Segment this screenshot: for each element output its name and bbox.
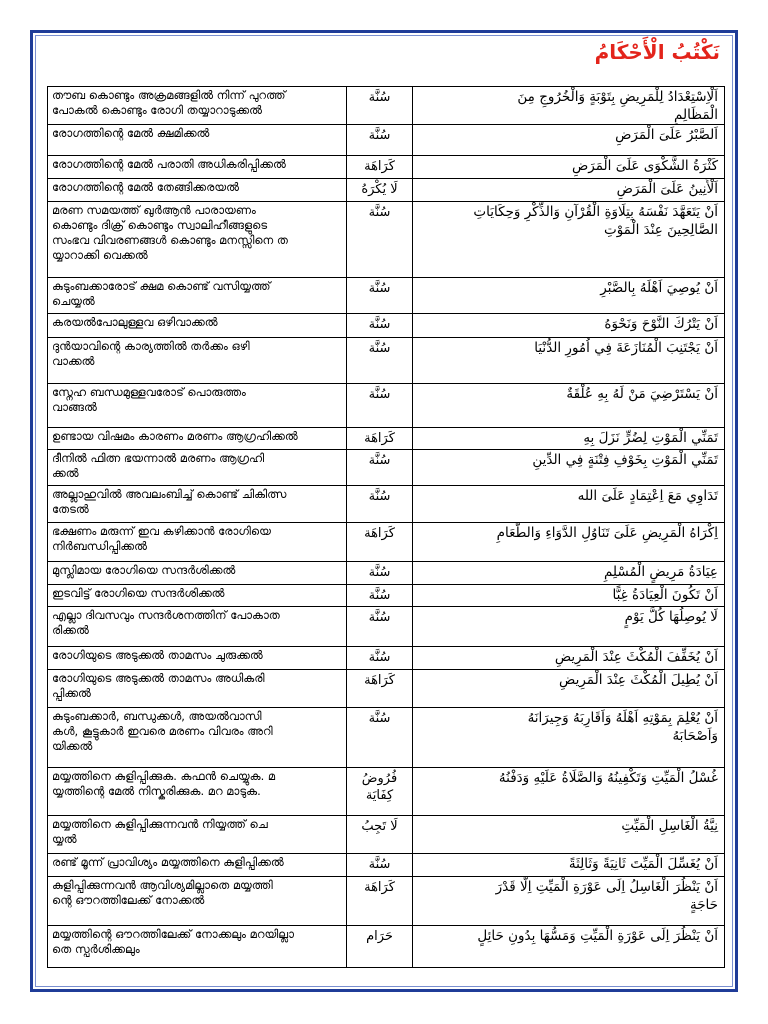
description-line: കൾ, കൂട്ടുകാർ ഇവരെ മരണം വിവരം അറി	[52, 724, 273, 738]
ruling-content	[347, 338, 412, 383]
ruling-content	[347, 202, 412, 277]
arabic-text-content	[413, 450, 724, 485]
description-line: രിക്കൽ	[52, 623, 89, 637]
description-cell	[48, 486, 347, 523]
ruling-cell	[347, 278, 413, 314]
description-cell	[48, 585, 347, 607]
ruling-line: كَرَاهَة	[364, 673, 395, 688]
arabic-text-content	[413, 708, 724, 767]
description-content	[48, 428, 346, 449]
description-line: മയ്യത്തിനെ കുളിപ്പിക്കുന്നവൻ നിയ്യത്ത് ചെ	[52, 817, 268, 831]
description-content	[48, 768, 346, 815]
arabic-text-content	[413, 486, 724, 522]
ruling-cell	[347, 523, 413, 562]
description-cell	[48, 87, 347, 125]
arabic-text-cell	[413, 670, 725, 708]
arabic-text-cell	[413, 562, 725, 585]
arabic-text-line: الصَّالِحِينَ عِنْدَ الْمَوْتِ	[603, 222, 718, 238]
ruling-cell	[347, 384, 413, 428]
description-cell	[48, 125, 347, 156]
table-row	[48, 450, 725, 486]
description-line: സംഭവ വിവരണങ്ങൾ കൊണ്ടും മനസ്സിനെ ത	[52, 233, 288, 247]
ruling-line: لَا يُكْرَهُ	[361, 182, 398, 197]
description-line: നിർബന്ധിപ്പിക്കൽ	[52, 539, 147, 553]
table-row	[48, 607, 725, 647]
description-cell	[48, 179, 347, 202]
table-row	[48, 768, 725, 816]
description-cell	[48, 278, 347, 314]
ruling-cell	[347, 179, 413, 202]
description-line: ചെയ്യൽ	[52, 294, 95, 308]
ruling-content	[347, 647, 412, 669]
ruling-line: سُنَّة	[368, 281, 391, 296]
ruling-line: سُنَّة	[368, 489, 391, 504]
ruling-content	[347, 523, 412, 561]
arabic-text-content	[413, 202, 724, 277]
ruling-line: سُنَّة	[368, 565, 391, 580]
ruling-line: سُنَّة	[368, 90, 391, 105]
ruling-line: كَرَاهَة	[364, 526, 395, 541]
arabic-text-cell	[413, 179, 725, 202]
description-line: അല്ലാഹുവിൽ അവലംബിച്ച് കൊണ്ട് ചികിത്സ	[52, 487, 287, 501]
arabic-text-content	[413, 562, 724, 584]
ruling-line: سُنَّة	[368, 588, 391, 603]
description-cell	[48, 607, 347, 647]
description-line: ഭക്ഷണം മരുന്ന് ഇവ കഴിക്കാൻ രോഗിയെ	[52, 524, 271, 538]
description-content	[48, 486, 346, 522]
ruling-cell	[347, 338, 413, 384]
table-row	[48, 877, 725, 926]
description-cell	[48, 314, 347, 338]
description-line: ദുൻയാവിന്റെ കാര്യത്തിൽ തർക്കം ഒഴി	[52, 339, 250, 353]
arabic-text-content	[413, 156, 724, 178]
arabic-text-cell	[413, 585, 725, 607]
page-title: نَكْتُبُ الْأَحْكَامُ	[594, 40, 720, 64]
description-line: യ്യത്തിന്റെ മേൽ നിസ്കരിക്കുക. മറ മാടുക.	[52, 784, 261, 798]
arabic-text-cell	[413, 338, 725, 384]
description-line: കരയൽപോലുള്ളവ ഒഴിവാക്കൽ	[52, 315, 218, 329]
description-line: ക്കൽ	[52, 466, 79, 480]
arabic-text-cell	[413, 816, 725, 854]
table-row	[48, 670, 725, 708]
arabic-text-line: اَلْاِسْتِعْدَادُ لِلْمَرِيضِ بِتَوْبَةٍ وَالْخُرُوجِ مِنَ	[517, 89, 718, 105]
ruling-content	[347, 816, 412, 853]
ruling-content	[347, 926, 412, 967]
arabic-text-line: حَاجَةٍ	[689, 897, 718, 913]
description-line: മയ്യത്തിനെ കുളിപ്പിക്കുക. കഫൻ ചെയ്യുക. മ	[52, 769, 276, 783]
ruling-line: سُنَّة	[368, 610, 391, 625]
arabic-text-line: تَدَاوِي مَعَ اِعْتِمَادٍ عَلَىَ الله	[577, 488, 718, 504]
table-row	[48, 708, 725, 768]
ruling-content	[347, 179, 412, 201]
ruling-line: سُنَّة	[368, 317, 391, 332]
description-line: കുളിപ്പിക്കുന്നവൻ ആവിശ്യമില്ലാതെ മയ്യത്തി	[52, 878, 273, 892]
arabic-text-line: اَنْ يَتَعَهَّدَ نَفْسَهُ بِتِلَاوَةِ الْقُرْآنِ وَالذِّكْرِ وَحِكَايَاتِ	[473, 204, 718, 220]
ruling-cell	[347, 87, 413, 125]
description-content	[48, 670, 346, 707]
description-cell	[48, 854, 347, 877]
arabic-text-line: تَمَنِّي الْمَوْتِ بِخَوْفِ فِتْنَةٍ فِي الدِّينِ	[532, 452, 718, 468]
description-cell	[48, 202, 347, 278]
arabic-text-content	[413, 87, 724, 124]
description-line: രോഗത്തിന്റെ മേൽ തേങ്ങിക്കരയൽ	[52, 180, 239, 194]
arabic-text-line: اَنْ يَجْتَنِبَ الْمُنَازَعَةَ فِي اُمُورِ الدُّنْيَا	[534, 340, 718, 356]
arabic-text-line: الْمَظَالِمِ	[674, 107, 718, 123]
description-cell	[48, 428, 347, 450]
arabic-text-line: اَنْ يُطِيلَ الْمُكْثَ عِنْدَ الْمَرِيضِ	[559, 672, 718, 688]
description-cell	[48, 562, 347, 585]
description-content	[48, 278, 346, 313]
ruling-content	[347, 125, 412, 155]
ruling-cell	[347, 585, 413, 607]
description-content	[48, 523, 346, 561]
description-cell	[48, 768, 347, 816]
arabic-text-cell	[413, 708, 725, 768]
arabic-text-cell	[413, 156, 725, 179]
ruling-content	[347, 314, 412, 337]
description-content	[48, 338, 346, 383]
ruling-cell	[347, 156, 413, 179]
description-line: മരണ സമയത്ത് ഖുർആൻ പാരായണം	[52, 203, 256, 217]
description-content	[48, 585, 346, 606]
arabic-text-line: وَاَصْحَابَهُ	[672, 728, 718, 744]
arabic-text-line: اَنْ تَكُونَ الْعِيَادَةُ غِبًّا	[612, 587, 718, 603]
description-line: യിക്കൽ	[52, 739, 93, 753]
table-row	[48, 562, 725, 585]
table-row	[48, 314, 725, 338]
description-line: തെ സ്പർശിക്കലും	[52, 942, 140, 956]
description-line: സ്നേഹ ബന്ധമുള്ളവരോട് പൊരുത്തം	[52, 385, 246, 399]
description-line: തേടൽ	[52, 502, 89, 516]
arabic-text-line: عِيَادَةُ مَرِيضٍ الْمُسْلِمِ	[603, 564, 718, 580]
arabic-text-content	[413, 384, 724, 427]
arabic-text-cell	[413, 854, 725, 877]
description-line: വാങ്ങൽ	[52, 400, 97, 414]
arabic-text-cell	[413, 428, 725, 450]
description-line: രോഗത്തിന്റെ മേൽ പരാതി അധികരിപ്പിക്കൽ	[52, 157, 286, 171]
description-line: രോഗിയുടെ അടുക്കൽ താമസം അധികരി	[52, 671, 265, 685]
rules-table	[47, 86, 725, 968]
ruling-cell	[347, 926, 413, 968]
arabic-text-content	[413, 585, 724, 606]
description-cell	[48, 450, 347, 486]
ruling-cell	[347, 202, 413, 278]
ruling-cell	[347, 708, 413, 768]
arabic-text-content	[413, 428, 724, 449]
arabic-text-content	[413, 854, 724, 876]
ruling-cell	[347, 877, 413, 926]
description-line: രോഗത്തിന്റെ മേൽ ക്ഷമിക്കൽ	[52, 126, 210, 140]
arabic-text-cell	[413, 278, 725, 314]
description-line: മയ്യത്തിന്റെ ഔറത്തിലേക്ക് നോക്കലും മറയില്ലാ	[52, 927, 294, 941]
arabic-text-cell	[413, 87, 725, 125]
table-row	[48, 202, 725, 278]
description-cell	[48, 338, 347, 384]
description-content	[48, 816, 346, 853]
arabic-text-content	[413, 607, 724, 646]
description-cell	[48, 816, 347, 854]
ruling-line: كَرَاهَة	[364, 431, 395, 446]
table-row	[48, 486, 725, 523]
arabic-text-cell	[413, 125, 725, 156]
arabic-text-content	[413, 926, 724, 967]
arabic-text-cell	[413, 384, 725, 428]
ruling-content	[347, 562, 412, 584]
description-cell	[48, 877, 347, 926]
ruling-content	[347, 486, 412, 522]
description-content	[48, 708, 346, 767]
table-row	[48, 523, 725, 562]
arabic-text-content	[413, 877, 724, 925]
description-content	[48, 647, 346, 669]
arabic-text-line: نِيَّةُ الْغَاسِلِ الْمَيِّتِ	[621, 818, 718, 834]
arabic-text-line: غُسْلُ الْمَيِّتِ وَتَكْفِينُهُ وَالصَّلَاةُ عَلَيْهِ وَدَفْنُهُ	[498, 770, 718, 786]
arabic-text-cell	[413, 768, 725, 816]
ruling-cell	[347, 314, 413, 338]
ruling-cell	[347, 647, 413, 670]
arabic-text-content	[413, 768, 724, 815]
description-line: രോഗിയുടെ അടുക്കൽ താമസം ചുരുക്കൽ	[52, 648, 263, 662]
description-line: വാക്കൽ	[52, 354, 95, 368]
table-row	[48, 384, 725, 428]
description-content	[48, 854, 346, 876]
ruling-cell	[347, 816, 413, 854]
ruling-content	[347, 585, 412, 606]
ruling-content	[347, 428, 412, 449]
ruling-line: سُنَّة	[368, 711, 391, 726]
arabic-text-content	[413, 816, 724, 853]
ruling-line: كَرَاهَة	[364, 159, 395, 174]
rules-table-body	[48, 87, 725, 968]
ruling-cell	[347, 854, 413, 877]
table-row	[48, 854, 725, 877]
arabic-text-line: لَا يُوصِلُهَا كُلَّ يَوْمٍ	[624, 609, 718, 625]
arabic-text-line: اَنْ يَنْظُرَ الْغَاسِلُ اِلَى عَوْرَةِ الْمَيِّتِ اِلَّا قَدْرَ	[495, 879, 718, 895]
arabic-text-line: اَنْ يَتْرُكَ النَّوْحَ وَنَحْوَهُ	[604, 316, 718, 332]
arabic-text-cell	[413, 877, 725, 926]
arabic-text-line: اَلصَّبْرُ عَلَىَ الْمَرَضِ	[615, 127, 718, 143]
arabic-text-line: اَنْ يُوصِيَ اَهْلَهُ بِالصَّبْرِ	[600, 280, 718, 296]
description-content	[48, 607, 346, 646]
ruling-line: حَرَام	[366, 929, 393, 944]
table-row	[48, 125, 725, 156]
description-line: ഇടവിട്ട് രോഗിയെ സന്ദർശിക്കൽ	[52, 586, 225, 600]
ruling-content	[347, 768, 412, 815]
table-row	[48, 87, 725, 125]
arabic-text-line: اَنْ يَسْتَرْضِيَ مَنْ لَهُ بِهِ عُلْقَةٌ	[566, 386, 718, 402]
arabic-text-line: اِكْرَاهُ الْمَرِيضِ عَلَىَ تَنَاوُلِ الدَّوَاءِ وَالطَّعَامِ	[496, 525, 718, 541]
arabic-text-cell	[413, 926, 725, 968]
table-row	[48, 816, 725, 854]
description-line: ദീനിൽ ഫിത്ന ഭയന്നാൽ മരണം ആഗ്രഹി	[52, 451, 265, 465]
ruling-cell	[347, 607, 413, 647]
ruling-line: سُنَّة	[368, 128, 391, 143]
ruling-content	[347, 607, 412, 646]
description-line: യ്യൽ	[52, 832, 77, 846]
ruling-content	[347, 156, 412, 178]
ruling-line: كِفَايَة	[365, 788, 394, 803]
description-line: യ്യാറാക്കി വെക്കൽ	[52, 248, 148, 262]
arabic-text-content	[413, 125, 724, 155]
ruling-line: فُرُوضُ	[361, 771, 398, 786]
arabic-text-content	[413, 278, 724, 313]
description-content	[48, 450, 346, 485]
table-row	[48, 278, 725, 314]
ruling-cell	[347, 125, 413, 156]
table-row	[48, 926, 725, 968]
arabic-text-cell	[413, 523, 725, 562]
arabic-text-cell	[413, 486, 725, 523]
arabic-text-line: كَثْرَةُ الشَّكْوَى عَلَىَ الْمَرَضِ	[571, 158, 718, 174]
table-row	[48, 647, 725, 670]
description-line: പ്പിക്കൽ	[52, 686, 91, 700]
description-line: കുടുംബക്കാരോട് ക്ഷമ കൊണ്ട് വസിയ്യത്ത്	[52, 279, 271, 293]
ruling-content	[347, 450, 412, 485]
ruling-content	[347, 854, 412, 876]
table-row	[48, 338, 725, 384]
description-cell	[48, 384, 347, 428]
table-row	[48, 585, 725, 607]
description-line: ന്റെ ഔറത്തിലേക്ക് നോക്കൽ	[52, 893, 205, 907]
description-content	[48, 179, 346, 201]
arabic-text-content	[413, 314, 724, 337]
arabic-text-line: اَنْ يَنْظُرَ اِلَى عَوْرَةِ الْمَيِّتِ وَمَسُّهَا بِدُونِ حَائِلٍ	[477, 928, 718, 944]
arabic-text-cell	[413, 607, 725, 647]
description-cell	[48, 647, 347, 670]
description-cell	[48, 708, 347, 768]
description-content	[48, 314, 346, 337]
ruling-line: سُنَّة	[368, 387, 391, 402]
description-line: പോകൽ കൊണ്ടും രോഗി തയ്യാറാടുക്കൽ	[52, 103, 262, 117]
ruling-content	[347, 670, 412, 707]
ruling-cell	[347, 486, 413, 523]
description-content	[48, 926, 346, 967]
description-cell	[48, 523, 347, 562]
arabic-text-content	[413, 670, 724, 707]
description-content	[48, 125, 346, 155]
arabic-text-cell	[413, 647, 725, 670]
description-content	[48, 156, 346, 178]
ruling-content	[347, 278, 412, 313]
arabic-text-cell	[413, 314, 725, 338]
description-cell	[48, 156, 347, 179]
description-line: തൗബ കൊണ്ടും അക്രമങ്ങളിൽ നിന്ന് പുറത്ത്	[52, 88, 286, 102]
description-cell	[48, 926, 347, 968]
table-row	[48, 156, 725, 179]
arabic-text-content	[413, 647, 724, 669]
arabic-text-content	[413, 338, 724, 383]
arabic-text-line: اَلْأَنِينُ عَلَىَ الْمَرَضِ	[616, 181, 718, 197]
description-content	[48, 87, 346, 124]
description-line: ഉണ്ടായ വിഷമം കാരണം മരണം ആഗ്രഹിക്കൽ	[52, 429, 298, 443]
table-row	[48, 179, 725, 202]
description-line: കൊണ്ടും ദിക്ര് കൊണ്ടും സ്വാലിഹീങ്ങളുടെ	[52, 218, 268, 232]
ruling-line: لَا تَجِبُ	[361, 819, 398, 834]
ruling-line: سُنَّة	[368, 857, 391, 872]
ruling-cell	[347, 450, 413, 486]
description-content	[48, 202, 346, 277]
ruling-line: سُنَّة	[368, 453, 391, 468]
table-row	[48, 428, 725, 450]
description-line: എല്ലാ ദിവസവും സന്ദർശനത്തിന് പോകാത	[52, 608, 280, 622]
ruling-cell	[347, 768, 413, 816]
arabic-text-cell	[413, 202, 725, 278]
description-line: രണ്ട് മൂന്ന് പ്രാവിശ്യം മയ്യത്തിനെ കുളിപ്പിക്കൽ	[52, 855, 284, 869]
ruling-content	[347, 384, 412, 427]
ruling-line: سُنَّة	[368, 205, 391, 220]
description-content	[48, 562, 346, 584]
ruling-line: سُنَّة	[368, 650, 391, 665]
ruling-line: كَرَاهَة	[364, 880, 395, 895]
description-cell	[48, 670, 347, 708]
ruling-content	[347, 877, 412, 925]
ruling-cell	[347, 562, 413, 585]
ruling-cell	[347, 670, 413, 708]
ruling-content	[347, 708, 412, 767]
description-content	[48, 877, 346, 925]
arabic-text-cell	[413, 450, 725, 486]
arabic-text-content	[413, 523, 724, 561]
arabic-text-content	[413, 179, 724, 201]
arabic-text-line: اَنْ يُخَفِّفَ الْمُكْثَ عِنْدَ الْمَرِيضِ	[554, 649, 718, 665]
description-line: കുടുംബക്കാർ, ബന്ധുക്കൾ, അയൽവാസി	[52, 709, 262, 723]
arabic-text-line: اَنْ يُعْلِمَ بِمَوْتِهِ اَهْلَهُ وَاَقَارِبَهُ وَجِيرَانَهُ	[527, 710, 718, 726]
description-content	[48, 384, 346, 427]
ruling-line: سُنَّة	[368, 341, 391, 356]
description-line: മുസ്ലിമായ രോഗിയെ സന്ദർശിക്കൽ	[52, 563, 236, 577]
ruling-content	[347, 87, 412, 124]
arabic-text-line: اَنْ يُغَسِّلَ الْمَيِّتَ ثَانِيَةً وَثَالِثَةً	[568, 856, 718, 872]
ruling-cell	[347, 428, 413, 450]
arabic-text-line: تَمَنِّي الْمَوْتِ لِضُرٍّ نَزَلَ بِهِ	[583, 430, 718, 446]
